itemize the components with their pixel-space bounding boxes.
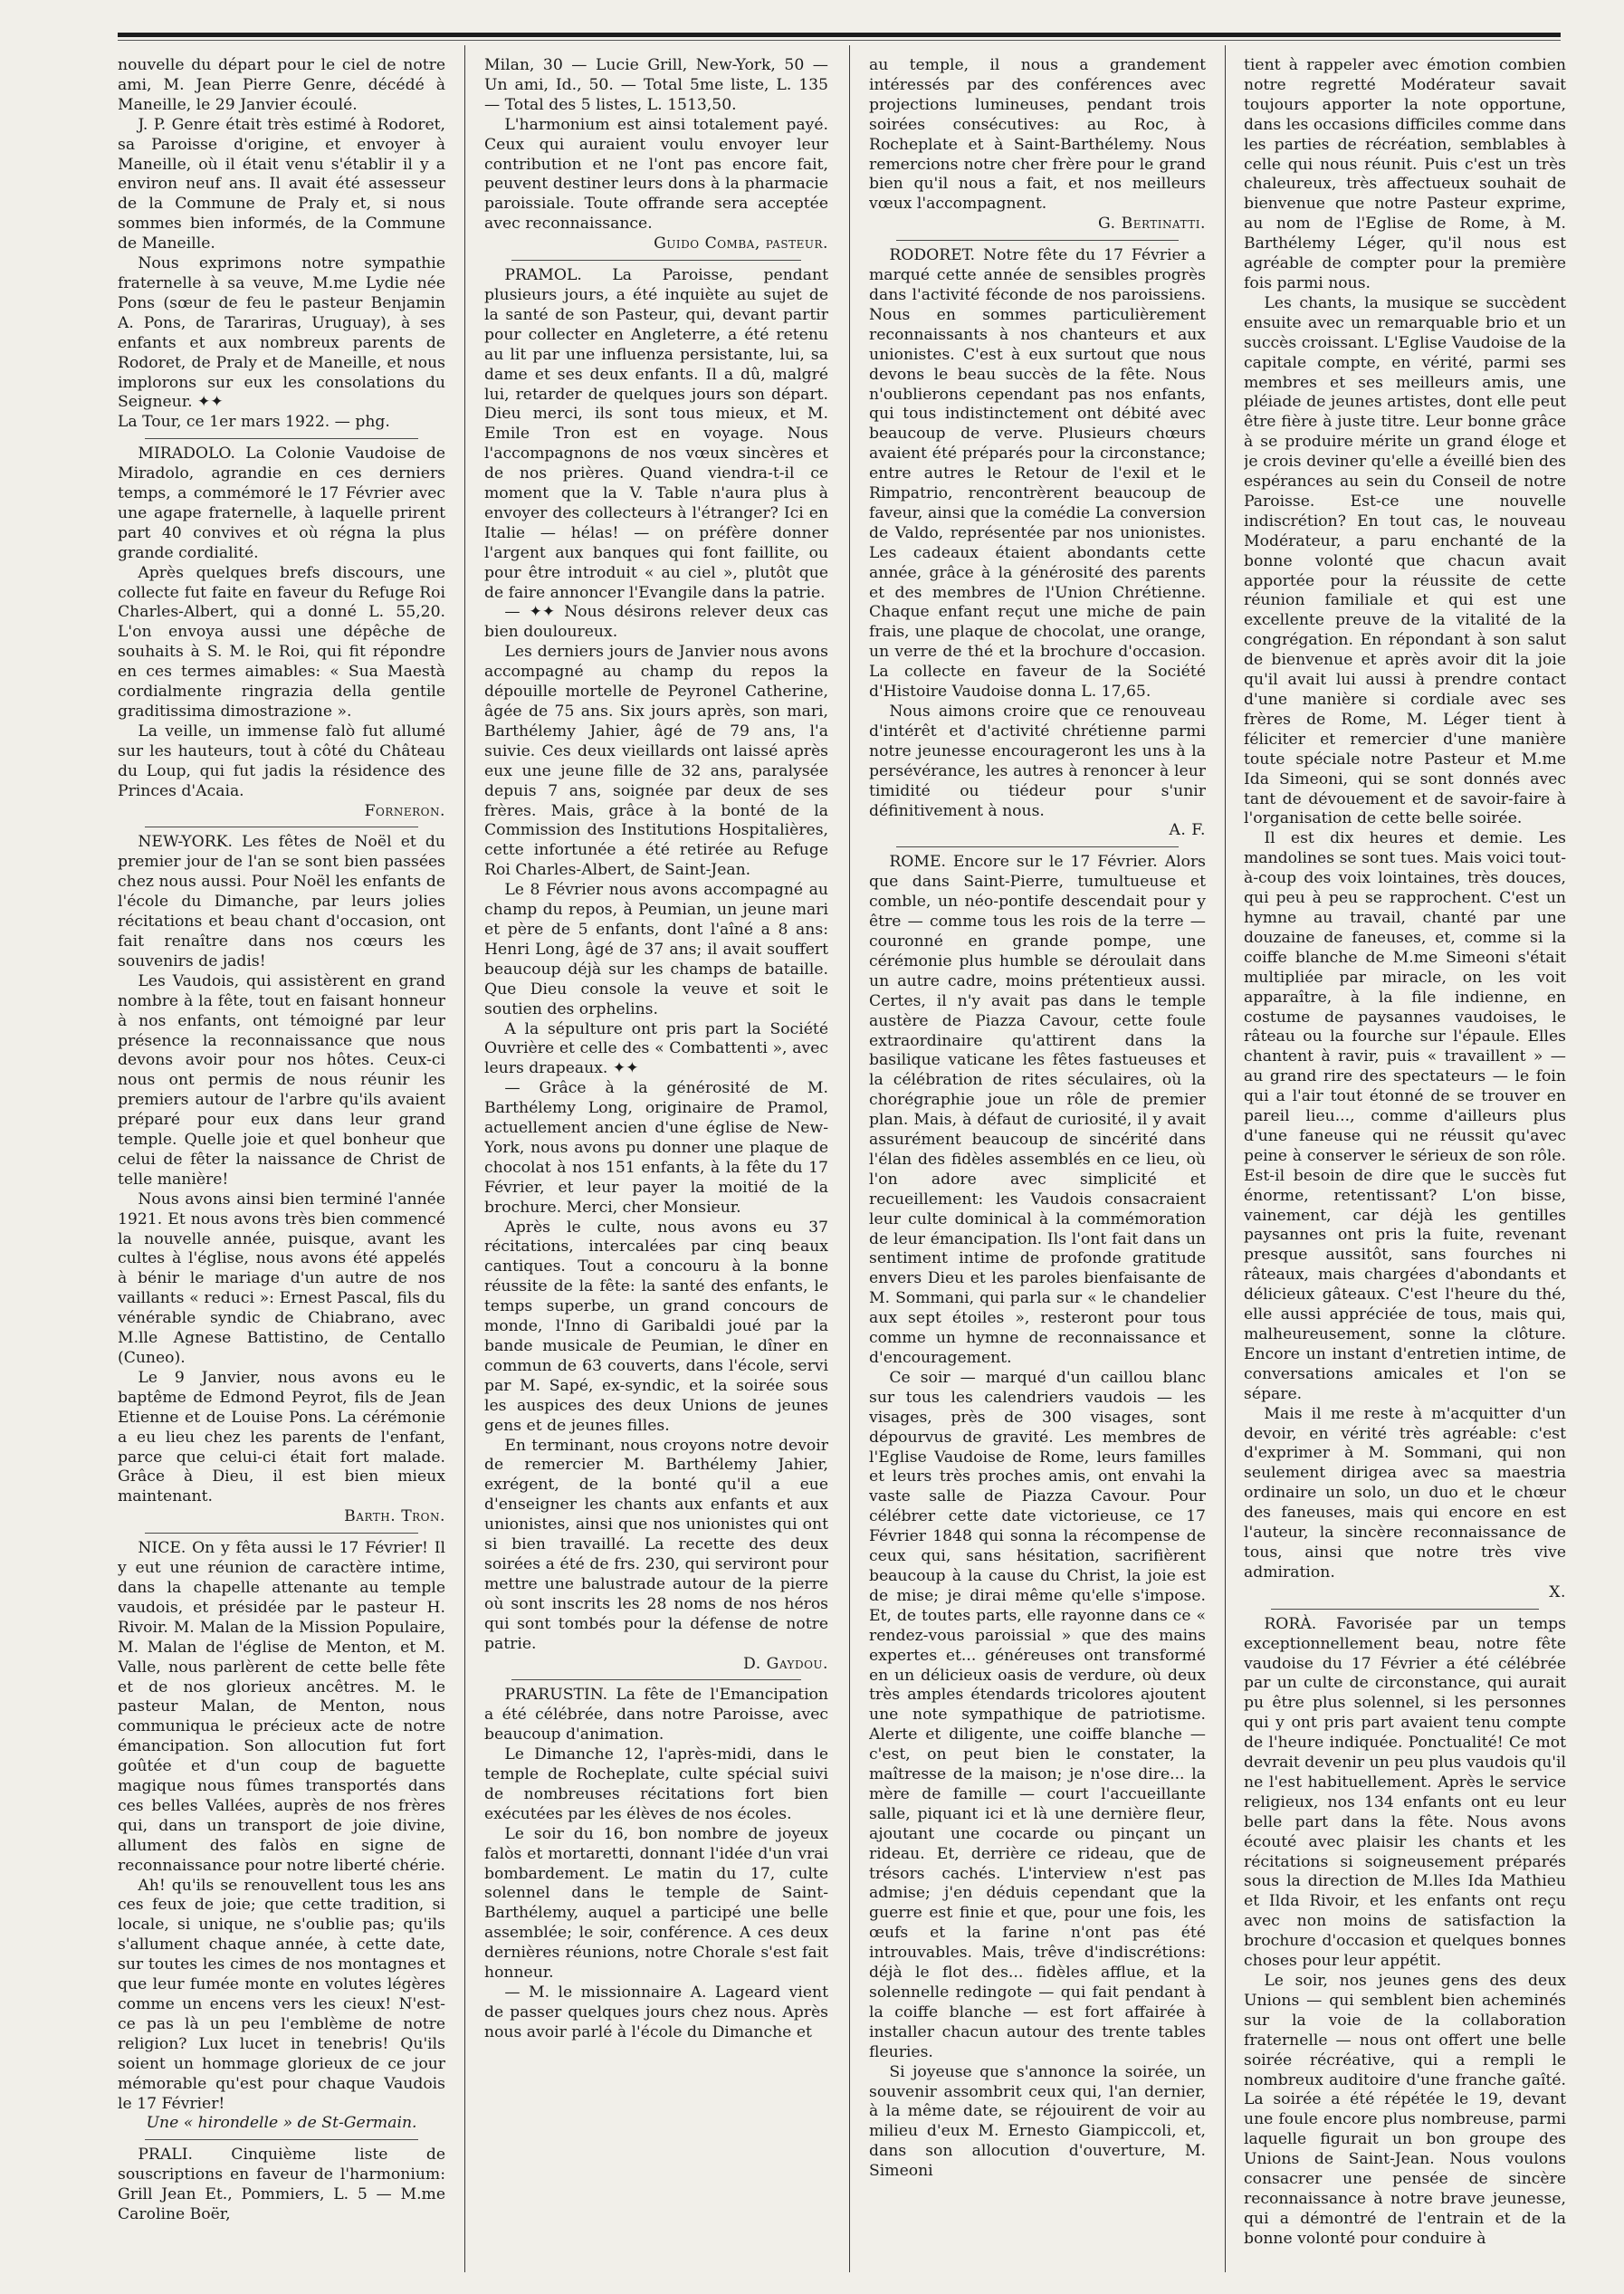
column-divider	[464, 45, 465, 2272]
article-paragraph: J. P. Genre était très estimé à Rodoret, sa Paroisse d'origine, et envoyer à Maneille, où il était venu s'établir il y a environ neuf ans. Il avait été assesseur de la Commune de Praly et, si nous sommes bien informés, de la Commune de Maneille.	[118, 115, 445, 253]
article-paragraph: Nous exprimons notre sympathie fraternelle à sa veuve, M.me Lydie née Pons (sœur de feu le pasteur Benjamin A. Pons, de Tarariras, Uruguay), à ses enfants et aux nombreux parents de Rodoret, de Praly et de Maneille, et nous implorons sur eux les consolations du Seigneur. ✦✦	[118, 254, 445, 412]
article-paragraph: — ✦✦ Nous désirons relever deux cas bien douloureux.	[484, 603, 828, 642]
article-signature: Guido Comba, pasteur.	[654, 234, 828, 253]
column-4	[1244, 56, 1566, 2265]
article-paragraph: A la sépulture ont pris part la Société Ouvrière et celle des « Combattenti », avec leurs drapeaux. ✦✦	[484, 1019, 828, 1078]
article-paragraph: RORÀ. Favorisée par un temps exceptionnellement beau, notre fête vaudoise du 17 Février a été célébrée par un culte de circonstance, qui aurait pu être plus solennel, si les personnes qui y ont pris part avaient tenu compte de l'heure indiquée. Ponctualité! Ce mot devrait devenir un peu plus vaudois qu'il ne l'est habituellement. Après le service religieux, nos 134 enfants ont eu leur belle part dans la fête. Nous avons écouté avec plaisir les chants et les récitations si soigneusement préparés sous la direction de M.lles Ida Mathieu et Ilda Rivoir, et les enfants ont reçu avec non moins de satisfaction la brochure d'occasion et quelques bonnes choses pour leur appétit.	[1244, 1614, 1566, 1971]
article-paragraph: au temple, il nous a grandement intéressés par des conférences avec projections lumineuses, pendant trois soirées consécutives: au Roc, à Rocheplate et à Saint-Barthélemy. Nous remercions notre cher frère pour le grand bien qu'il nous a fait, et nos meilleurs vœux l'accompagnent.	[869, 56, 1206, 214]
article-paragraph: — M. le missionnaire A. Lageard vient de passer quelques jours chez nous. Après nous avoir parlé à l'école du Dimanche et	[484, 1983, 828, 2041]
article-signature: Une « hirondelle » de St-Germain.	[146, 2114, 417, 2133]
article-signature: X.	[1549, 1582, 1566, 1601]
article-paragraph: L'harmonium est ainsi totalement payé. Ceux qui auraient voulu envoyer leur contribution et ne l'ont pas encore fait, peuvent destiner leurs dons à la pharmacie paroissiale. Toute offrande sera acceptée avec reconnaissance.	[484, 115, 828, 234]
article-paragraph: Après le culte, nous avons eu 37 récitations, intercalées par cinq beaux cantiques. Tout a concouru à la bonne réussite de la fête: la santé des enfants, le temps superbe, un grand concours de monde, l'Inno di Garibaldi joué par la bande musicale de Peumian, le dîner en commun de 63 couverts, dans l'école, servi par M. Sapé, ex-syndic, et la soirée sous les auspices des deux Unions de jeunes gens et de jeunes filles.	[484, 1218, 828, 1435]
article-separator	[145, 2139, 418, 2140]
article-signature: Barth. Tron.	[344, 1507, 445, 1526]
article-paragraph: Nous aimons croire que ce renouveau d'intérêt et d'activité chrétienne parmi notre jeunesse encourageront les uns à la persévérance, les autres à renoncer à leur timidité ou tiédeur pour s'unir définitivement à nous.	[869, 703, 1206, 820]
article-paragraph: NICE. On y fêta aussi le 17 Février! Il y eut une réunion de caractère intime, dans la chapelle attenante au temple vaudois, et présidée par le pasteur H. Rivoir. M. Malan de la Mission Populaire, M. Malan de l'église de Menton, et M. Valle, nous parlèrent de cette belle fête et de nos glorieux ancêtres. M. le pasteur Malan, de Menton, nous communiqua le précieux acte de notre émancipation. Son allocution fut fort goûtée et d'un coup de baguette magique nous fûmes transportés dans ces belles Vallées, auprès de nos frères qui, dans un transport de joie divine, allument des falòs en signe de reconnaissance pour notre liberté chérie.	[118, 1539, 445, 1875]
article-paragraph: — Grâce à la générosité de M. Barthélemy Long, originaire de Pramol, actuellement ancien d'une église de New-York, nous avons pu donner une plaque de chocolat à nos 151 enfants, à la fête du 17 Février, et leur payer la moitié de la brochure. Merci, cher Monsieur.	[484, 1079, 828, 1217]
article-paragraph: NEW-YORK. Les fêtes de Noël et du premier jour de l'an se sont bien passées chez nous aussi. Pour Noël les enfants de l'école du Dimanche, par leurs jolies récitations et beau chant d'occasion, ont fait renaître dans nos cœurs les souvenirs de jadis!	[118, 833, 445, 970]
top-rule	[118, 33, 1561, 37]
article-paragraph: Milan, 30 — Lucie Grill, New-York, 50 — Un ami, Id., 50. — Total 5me liste, L. 135 — Total des 5 listes, L. 1513,50.	[484, 56, 828, 114]
article-signature: G. Bertinatti.	[1098, 215, 1206, 234]
article-paragraph: PRARUSTIN. La fête de l'Emancipation a été célébrée, dans notre Paroisse, avec beaucoup d'animation.	[484, 1686, 828, 1744]
article-paragraph: En terminant, nous croyons notre devoir de remercier M. Barthélemy Jahier, exrégent, de la bonté qu'il a eue d'enseigner les chants aux enfants et aux unionistes, ainsi que nos unionistes qui ont si bien travaillé. La recette des deux soirées a été de frs. 230, qui serviront pour mettre une balustrade autour de la pierre où sont inscrits les 28 noms de nos héros qui sont tombés pour la défense de notre patrie.	[484, 1436, 828, 1653]
article-separator	[145, 1533, 418, 1534]
article-separator	[1271, 1609, 1539, 1610]
top-rule-thin	[118, 40, 1561, 41]
article-paragraph: RODORET. Notre fête du 17 Février a marqué cette année de sensibles progrès dans l'activité féconde de nos paroissiens. Nous en sommes particulièrement reconnaissants à nos chanteurs et aux unionistes. C'est à eux surtout que nous devons le beau succès de la fête. Nous n'oublierons cependant pas nos enfants, qui tous indistinctement ont débité avec beaucoup de verve. Plusieurs chœurs avaient été préparés pour la circonstance; entre autres le Retour de l'exil et le Rimpatrio, rencontrèrent beaucoup de faveur, ainsi que la comédie La conversion de Valdo, représentée par nos unionistes. Les cadeaux étaient abondants cette année, grâce à la générosité des parents et des membres de l'Union Chrétienne. Chaque enfant reçut une miche de pain frais, une plaque de chocolat, une orange, un verre de thé et la brochure d'occasion. La collecte en faveur de la Société d'Histoire Vaudoise donna L. 17,65.	[869, 246, 1206, 702]
article-paragraph: Le 8 Février nous avons accompagné au champ du repos, à Peumian, un jeune mari et père de 5 enfants, dont l'aîné a 8 ans: Henri Long, âgé de 37 ans; il avait souffert beaucoup déjà sur les champs de bataille. Que Dieu console la veuve et soit le soutien des orphelins.	[484, 881, 828, 1018]
article-paragraph: tient à rappeler avec émotion combien notre regretté Modérateur savait toujours apporter la note opportune, dans les occasions difficiles comme dans les parties de récréation, semblables à celle qui nous réunit. Puis c'est un très chaleureux, très affectueux souhait de bienvenue que notre Pasteur exprime, au nom de l'Eglise de Rome, à M. Barthélemy Léger, qu'il nous est agréable de compter pour la première fois parmi nous.	[1244, 56, 1566, 292]
article-separator	[896, 240, 1179, 241]
article-separator	[896, 846, 1179, 847]
article-paragraph: Ah! qu'ils se renouvellent tous les ans ces feux de joie; que cette tradition, si locale, si unique, ne s'oublie pas; qu'ils s'allument chaque année, à cette date, sur toutes les cimes de nos montagnes et que leur fumée monte en volutes légères comme un encens vers les cieux! N'est-ce pas là un peu l'emblème de notre religion? Lux lucet in tenebris! Qu'ils soient un hommage glorieux de ce jour mémorable qu'est pour chaque Vaudois le 17 Février!	[118, 1876, 445, 2113]
article-paragraph: MIRADOLO. La Colonie Vaudoise de Miradolo, agrandie en ces derniers temps, a commémoré le 17 Février avec une agape fraternelle, à laquelle prirent part 40 convives et où régna la plus grande cordialité.	[118, 444, 445, 562]
column-3	[869, 56, 1206, 2265]
article-paragraph: PRALI. Cinquième liste de souscriptions en faveur de l'harmonium: Grill Jean Et., Pommiers, L. 5 — M.me Caroline Boër,	[118, 2146, 445, 2224]
article-paragraph: Mais il me reste à m'acquitter d'un devoir, en vérité très agréable: c'est d'exprimer à M. Sommani, qui non seulement dirigea avec sa maestria ordinaire un solo, un duo et le chœur des faneuses, mais qui encore en est l'auteur, la sincère reconnaissance de tous, ainsi que notre très vive admiration.	[1244, 1404, 1566, 1582]
article-separator	[511, 1679, 801, 1680]
article-paragraph: ROME. Encore sur le 17 Février. Alors que dans Saint-Pierre, tumultueuse et comble, un néo-pontife descendait pour y être — comme tous les rois de la terre — couronné en grande pompe, une cérémonie plus humble se déroulait dans un autre cadre, moins prétentieux aussi. Certes, il n'y avait pas dans le temple austère de Piazza Cavour, cette foule extraordinaire qu'attirent dans la basilique vaticane les fêtes fastueuses et la célébration de rites séculaires, où la chorégraphie joue un rôle de premier plan. Mais, à défaut de curiosité, il y avait assurément beaucoup de sincérité dans l'élan des fidèles assemblés en ce lieu, où l'on adore avec simplicité et recueillement: les Vaudois consacraient leur culte dominical à la commémoration de leur émancipation. Ils l'ont fait dans un sentiment intime de profonde gratitude envers Dieu et les paroles bienfaisante de M. Sommani, qui parla sur « le chandelier aux sept étoiles », resteront pour tous comme un hymne de reconnaissance et d'encouragement.	[869, 853, 1206, 1367]
article-paragraph: Ce soir — marqué d'un caillou blanc sur tous les calendriers vaudois — les visages, près de 300 visages, sont dépourvus de gravité. Les membres de l'Eglise Vaudoise de Rome, leurs familles et leurs très proches amis, ont envahi la vaste salle de Piazza Cavour. Pour célébrer cette date victorieuse, ce 17 Février 1848 qui sonna la récompense de ceux qui, sans hésitation, sacrifièrent beaucoup à la cause du Christ, la joie est de mise; je dirai même qu'elle s'impose. Et, de toutes parts, elle rayonne dans ce « rendez-vous paroissial » que des mains expertes et... généreuses ont transformé en un délicieux oasis de verdure, où deux très amples étendards tricolores ajoutent une note sympathique de patriotisme. Alerte et diligente, une coiffe blanche — c'est, on peut bien le constater, la maîtresse de la maison; je n'ose dire... la mère de famille — court l'accueillante salle, piquant ici et là une dernière fleur, ajoutant une cocarde ou pinçant un rideau. Et, derrière ce rideau, que de trésors cachés. L'interview n'est pas admise; j'en déduis cependant que la guerre est finie et que, pour une fois, les œufs et la farine n'ont pas été introuvables. Mais, trêve d'indiscrétions: déjà le flot des... fidèles afflue, et la solennelle redingote — qui fait pendant à la coiffe blanche — est fort affairée à installer chacun autour des trente tables fleuries.	[869, 1368, 1206, 2061]
article-paragraph: Les Vaudois, qui assistèrent en grand nombre à la fête, tout en faisant honneur à nos enfants, ont témoigné par leur présence la reconnaissance que nous devons avoir pour nos hôtes. Ceux-ci nous ont permis de nous réunir les premiers autour de l'arbre qu'ils avaient préparé pour eux dans leur grand temple. Quelle joie et quel bonheur que celui de fêter la naissance de Christ de telle manière!	[118, 971, 445, 1189]
article-paragraph: La Tour, ce 1er mars 1922. — phg.	[118, 413, 390, 432]
article-paragraph: PRAMOL. La Paroisse, pendant plusieurs jours, a été inquiète au sujet de la santé de son Pasteur, qui, devant partir pour collecter en Angleterre, a été retenu au lit par une influenza persistante, lui, sa dame et ses deux enfants. Il a dû, malgré lui, retarder de quelques jours son départ. Dieu merci, ils sont tous mieux, et M. Emile Tron est en voyage. Nous l'accompagnons de nos vœux sincères et de nos prières. Quand viendra-t-il ce moment que la V. Table n'aura plus à envoyer des collecteurs à l'étranger? Ici en Italie — hélas! — on préfère donner l'argent aux banques qui font faillite, ou pour être introduit « au ciel », plutôt que de faire annoncer l'Evangile dans la patrie.	[484, 266, 828, 602]
article-paragraph: Après quelques brefs discours, une collecte fut faite en faveur du Refuge Roi Charles-Albert, qui a donné L. 55,20. L'on envoya aussi une dépêche de souhaits à S. M. le Roi, qui fit répondre en ces termes aimables: « Sua Maestà cordialmente ringrazia della gentile graditissima dimostrazione ».	[118, 563, 445, 721]
article-paragraph: nouvelle du départ pour le ciel de notre ami, M. Jean Pierre Genre, décédé à Maneille, le 29 Janvier écoulé.	[118, 56, 445, 114]
article-paragraph: Le soir, nos jeunes gens des deux Unions — qui semblent bien acheminés sur la voie de la collaboration fraternelle — nous ont offert une belle soirée récréative, qui a rempli le nombreux auditoire d'une franche gaîté. La soirée a été répétée le 19, devant une foule encore plus nombreuse, parmi laquelle figurait un bon groupe des Unions de Saint-Jean. Nous voulons consacrer une pensée de sincère reconnaissance à notre brave jeunesse, qui a démontré de l'entrain et de la bonne volonté pour conduire à	[1244, 1972, 1566, 2248]
article-signature: Forneron.	[364, 801, 445, 820]
article-paragraph: La veille, un immense falò fut allumé sur les hauteurs, tout à côté du Château du Loup, qui fut jadis la résidence des Princes d'Acaia.	[118, 722, 445, 800]
article-separator	[511, 260, 801, 261]
article-paragraph: Les derniers jours de Janvier nous avons accompagné au champ du repos la dépouille mortelle de Peyronel Catherine, âgée de 75 ans. Six jours après, son mari, Barthélemy Jahier, âgé de 79 ans, l'a suivie. Ces deux vieillards ont laissé après eux une jeune fille de 32 ans, paralysée depuis 7 ans, soignée par deux de ses frères. Mais, grâce à la bonté de la Commission des Institutions Hospitalières, cette infortunée a été retirée au Refuge Roi Charles-Albert, de Saint-Jean.	[484, 643, 828, 880]
article-paragraph: Le Dimanche 12, l'après-midi, dans le temple de Rocheplate, culte spécial suivi de nombreuses récitations fort bien exécutées par les élèves de nos écoles.	[484, 1745, 828, 1823]
column-divider	[1225, 45, 1226, 2272]
column-1	[118, 56, 445, 2265]
column-divider	[849, 45, 850, 2272]
article-paragraph: Nous avons ainsi bien terminé l'année 1921. Et nous avons très bien commencé la nouvelle année, puisque, avant les cultes à l'église, nous avons été appelés à bénir le mariage d'un autre de nos vaillants « reduci »: Ernest Pascal, fils du vénérable syndic de Chiabrano, avec M.lle Agnese Battistino, de Centallo (Cuneo).	[118, 1190, 445, 1367]
article-separator	[145, 438, 418, 439]
article-paragraph: Le soir du 16, bon nombre de joyeux falòs et mortaretti, donnant l'idée d'un vrai bombardement. Le matin du 17, culte solennel dans le temple de Saint-Barthélemy, auquel a participé une belle assemblée; le soir, conférence. A ces deux dernières réunions, notre Chorale s'est fait honneur.	[484, 1824, 828, 1983]
column-2	[484, 56, 828, 2265]
article-signature: A. F.	[1169, 821, 1206, 840]
article-paragraph: Il est dix heures et demie. Les mandolines se sont tues. Mais voici tout-à-coup des voix lointaines, très douces, qui peu à peu se rapprochent. C'est un hymne au travail, chanté par une douzaine de faneuses, et, comme si la coiffe blanche de M.me Simeoni s'était multipliée par miracle, on les voit apparaître, à la file indienne, en costume de paysannes vaudoises, le râteau ou la fourche sur l'épaule. Elles chantent à ravir, puis « travaillent » — au grand rire des spectateurs — le foin qui a l'air tout étonné de se trouver en pareil lieu..., comme d'ailleurs plus d'une faneuse qui ne réussit qu'avec peine à conserver le sérieux de son rôle. Est-il besoin de dire que le succès fut énorme, retentissant? L'on bisse, vainement, car déjà les gentilles paysannes ont pris la fuite, revenant presque aussitôt, sans fourches ni râteaux, mais chargées d'abondants et délicieux gâteaux. C'est l'heure du thé, elle aussi appréciée de tous, mais qui, malheureusement, sonne la clôture. Encore un instant d'entretien intime, de conversations amicales et l'on se sépare.	[1244, 829, 1566, 1403]
article-paragraph: Si joyeuse que s'annonce la soirée, un souvenir assombrit ceux qui, l'an dernier, à la même date, se réjouirent de voir au milieu d'eux M. Ernesto Giampiccoli, et, dans son allocution d'ouverture, M. Simeoni	[869, 2062, 1206, 2181]
article-signature: D. Gaydou.	[743, 1654, 828, 1673]
article-paragraph: Le 9 Janvier, nous avons eu le baptême de Edmond Peyrot, fils de Jean Etienne et de Louise Pons. La cérémonie a eu lieu chez les parents de l'enfant, parce que celui-ci était fort malade. Grâce à Dieu, il est bien mieux maintenant.	[118, 1368, 445, 1506]
article-paragraph: Les chants, la musique se succèdent ensuite avec un remarquable brio et un succès croissant. L'Eglise Vaudoise de la capitale compte, en vérité, parmi ses membres et ses meilleurs amis, une pléiade de jeunes artistes, dont elle peut être fière à juste titre. Leur bonne grâce à se produire mérite un grand éloge et je crois deviner qu'elle a éveillé bien des espérances au sein du Conseil de notre Paroisse. Est-ce une nouvelle indiscrétion? En tout cas, le nouveau Modérateur, a paru enchanté de la bonne volonté que chacun avait apportée pour la réussite de cette réunion familiale et qui est une excellente preuve de la vitalité de la congrégation. En répondant à son salut de bienvenue et après avoir dit la joie qu'il avait lui aussi à prendre contact d'une manière si cordiale avec ses frères de Rome, M. Léger tient à féliciter et remercier d'une manière toute spéciale notre Pasteur et M.me Ida Simeoni, qui se sont donnés avec tant de dévouement et de savoir-faire à l'organisation de cette belle soirée.	[1244, 293, 1566, 828]
